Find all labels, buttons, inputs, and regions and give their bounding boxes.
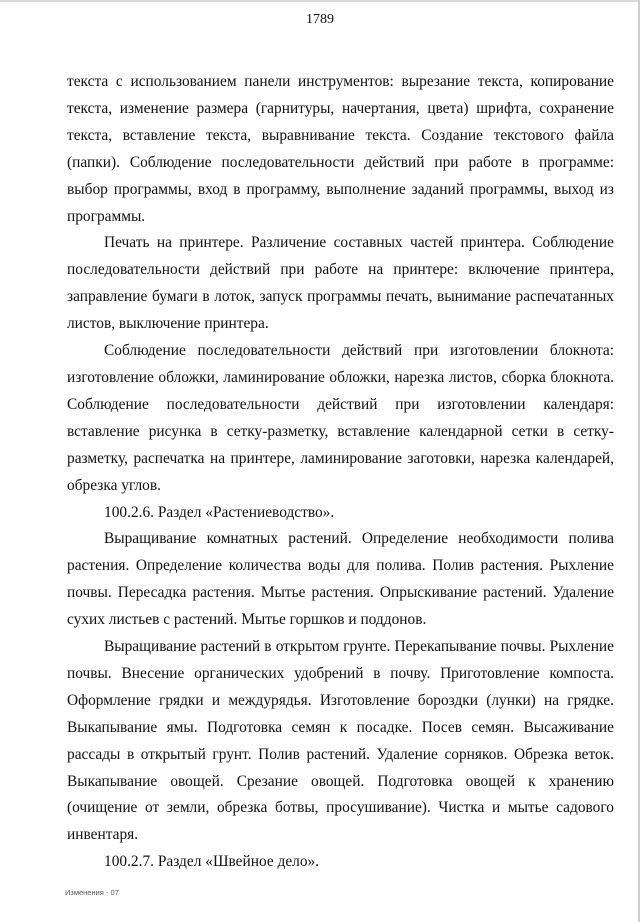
paragraph-printing: Печать на принтере. Различение составных частей принтера. Соблюдение последовательности действий при работе на принтере: включение принтера, заправление бумаги в лоток, запуск программы печать, вынимание распечатанных листов, выключение принтера. — [67, 234, 614, 333]
scan-edge-top — [0, 0, 640, 2]
section-heading-sewing: 100.2.7. Раздел «Швейное дело». — [104, 853, 320, 871]
body-text — [67, 69, 614, 876]
paragraph-open-ground: Выращивание растений в открытом грунте. Перекапывание почвы. Рыхление почвы. Внесение органических удобрений в почву. Приготовление компоста. Оформление грядки и междурядья. Изготовление бороздки (лунки) на грядке. Выкапывание ямы. Подготовка семян к посадке. Посев семян. Высаживание рассады в открытый грунт. Полив растений. Удаление сорняков. Обрезка веток. Выкапывание овощей. Срезание овощей. Подготовка овощей к хранению (очищение от земли, обрезка ботвы, просушивание). Чистка и мытье садового инвентаря. — [67, 638, 614, 844]
paragraph-continuation: текста с использованием панели инструментов: вырезание текста, копирование текста, изменение размера (гарнитуры, начертания, цвета) шрифта, сохранение текста, вставление текста, выравнивание текста. Создание текстового файла (папки). Соблюдение последовательности действий при работе в программе: выбор программы, вход в программу, выполнение заданий программы, выход из программы. — [67, 73, 614, 225]
section-heading-plant-growing: 100.2.6. Раздел «Растениеводство». — [104, 503, 335, 521]
paragraph-indoor-plants: Выращивание комнатных растений. Определение необходимости полива растения. Определение количества воды для полива. Полив растения. Рыхление почвы. Пересадка растения. Мытье растения. Опрыскивание растений. Удаление сухих листьев с растений. Мытье горшков и поддонов. — [67, 530, 614, 629]
footer-note: Изменения - 07 — [65, 888, 119, 897]
paragraph-notebook-calendar: Соблюдение последовательности действий при изготовлении блокнота: изготовление обложки, ламинирование обложки, нарезка листов, сборка блокнота. Соблюдение последовательности действий при изготовлении календаря: вставление рисунка в сетку-разметку, вставление календарной сетки в сетку-разметку, распечатка на принтере, ламинирование заготовки, нарезка календарей, обрезка углов. — [67, 342, 614, 494]
page-number: 1789 — [306, 12, 334, 27]
